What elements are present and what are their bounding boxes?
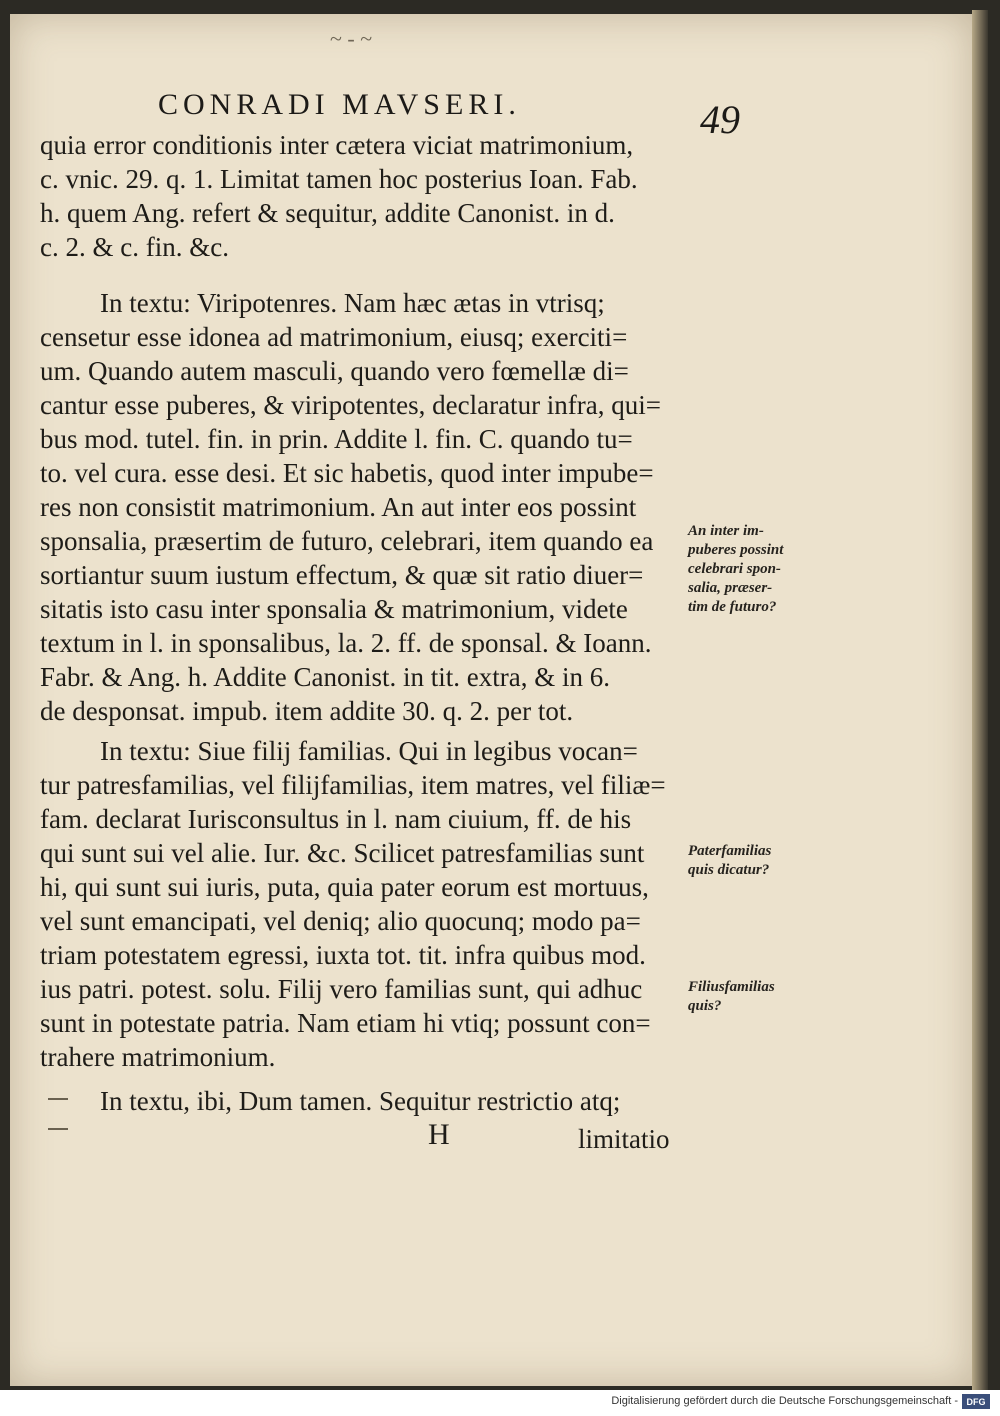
- note-line: quis?: [688, 998, 722, 1014]
- text-line: c. vnic. 29. q. 1. Limitat tamen hoc posterius Ioan. Fab.: [40, 164, 638, 194]
- text-line: um. Quando autem masculi, quando vero fœmellæ di=: [40, 356, 629, 386]
- margin-note-sponsalia: [688, 522, 818, 617]
- text-line: to. vel cura. esse desi. Et sic habetis, quod inter impube=: [40, 458, 654, 488]
- margin-note-filiusfamilias: [688, 978, 818, 1016]
- note-line: celebrari spon-: [688, 561, 781, 577]
- note-line: An inter im-: [688, 523, 764, 539]
- note-line: quis dicatur?: [688, 862, 770, 878]
- text-line: fam. declarat Iurisconsultus in l. nam ciuium, ff. de his: [40, 804, 632, 834]
- paragraph-2: [40, 286, 690, 728]
- running-head: CONRADI MAVSERI.: [158, 88, 521, 121]
- note-line: Paterfamilias: [688, 843, 772, 859]
- text-line: ius patri. potest. solu. Filij vero familias sunt, qui adhuc: [40, 974, 643, 1004]
- note-line: tim de futuro?: [688, 599, 777, 615]
- text-line: trahere matrimonium.: [40, 1042, 276, 1072]
- top-specks: ~ - ~: [330, 26, 373, 51]
- page-number: 49: [700, 97, 740, 142]
- text-line: In textu: Siue filij familias. Qui in legibus vocan=: [100, 736, 638, 766]
- paragraph-3: [40, 734, 690, 1074]
- margin-mark: [48, 1098, 68, 1100]
- text-line: In textu: Viripotenres. Nam hæc ætas in vtrisq;: [100, 288, 605, 318]
- text-line: hi, qui sunt sui iuris, puta, quia pater eorum est mortuus,: [40, 872, 649, 902]
- text-line: In textu, ibi, Dum tamen. Sequitur restrictio atq;: [100, 1086, 621, 1116]
- note-line: Filiusfamilias: [688, 979, 775, 995]
- text-line: de desponsat. impub. item addite 30. q. 2. per tot.: [40, 696, 574, 726]
- text-line: sortiantur suum iustum effectum, & quæ sit ratio diuer=: [40, 560, 644, 590]
- text-line: h. quem Ang. refert & sequitur, addite Canonist. in d.: [40, 198, 615, 228]
- text-line: qui sunt sui vel alie. Iur. &c. Scilicet patresfamilias sunt: [40, 838, 645, 868]
- text-line: quia error conditionis inter cætera viciat matrimonium,: [40, 130, 634, 160]
- paragraph-1: [40, 128, 690, 264]
- footer-bar: [0, 1390, 1000, 1416]
- text-line: textum in l. in sponsalibus, la. 2. ff. de sponsal. & Ioann.: [40, 628, 652, 658]
- text-line: cantur esse puberes, & viripotentes, declaratur infra, qui=: [40, 390, 661, 420]
- text-line: sponsalia, præsertim de futuro, celebrari, item quando ea: [40, 526, 654, 556]
- text-line: tur patresfamilias, vel filijfamilias, item matres, vel filiæ=: [40, 770, 666, 800]
- text-line: c. 2. & c. fin. &c.: [40, 232, 229, 262]
- margin-mark: [48, 1128, 68, 1130]
- text-line: triam potestatem egressi, iuxta tot. tit. infra quibus mod.: [40, 940, 646, 970]
- catchword: limitatio: [578, 1124, 670, 1154]
- text-line: bus mod. tutel. fin. in prin. Addite l. fin. C. quando tu=: [40, 424, 633, 454]
- margin-note-paterfamilias: [688, 842, 818, 880]
- funding-credit: Digitalisierung gefördert durch die Deutsche Forschungsgemeinschaft -: [611, 1395, 958, 1407]
- text-line: sitatis isto casu inter sponsalia & matrimonium, videte: [40, 594, 628, 624]
- signature-mark: H: [428, 1118, 450, 1151]
- note-line: salia, præser-: [688, 580, 773, 596]
- text-line: vel sunt emancipati, vel deniq; alio quocunq; modo pa=: [40, 906, 641, 936]
- text-line: censetur esse idonea ad matrimonium, eiusq; exerciti=: [40, 322, 628, 352]
- note-line: puberes possint: [688, 542, 784, 558]
- page-edge: [972, 10, 988, 1390]
- paragraph-4: [40, 1084, 690, 1118]
- text-line: res non consistit matrimonium. An aut inter eos possint: [40, 492, 637, 522]
- text-line: Fabr. & Ang. h. Addite Canonist. in tit. extra, & in 6.: [40, 662, 610, 692]
- dfg-logo: DFG: [962, 1394, 990, 1409]
- text-line: sunt in potestate patria. Nam etiam hi vtiq; possunt con=: [40, 1008, 651, 1038]
